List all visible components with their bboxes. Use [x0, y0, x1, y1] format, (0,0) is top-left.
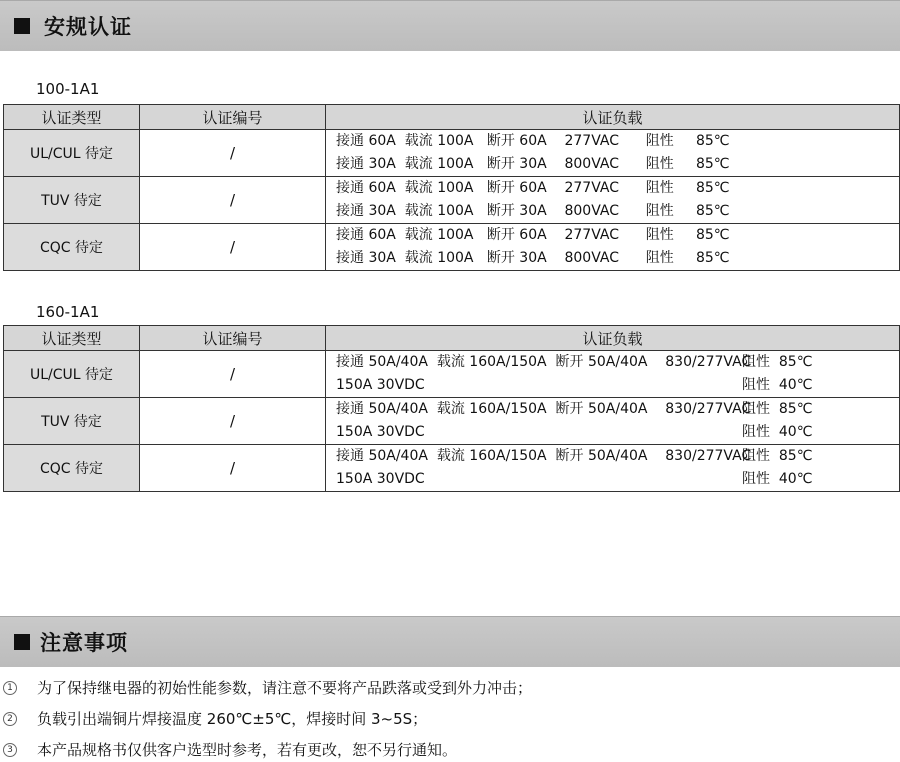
certification-table-160-1A1	[3, 325, 900, 492]
load-line	[336, 421, 899, 444]
load-line-text: 接通 30A 载流 100A 断开 30A 800VAC 阻性 85℃	[336, 203, 730, 219]
note-text: 为了保持继电器的初始性能参数，请注意不要将产品跌落或受到外力冲击；	[37, 679, 533, 697]
load-line-text: 接通 50A/40A 载流 160A/150A 断开 50A/40A 830/277VAC	[336, 354, 752, 370]
table-row	[4, 398, 900, 445]
load-line-rating: 阻性 85℃	[742, 401, 813, 417]
cert-type: TUV 待定	[4, 177, 140, 224]
note-text: 本产品规格书仅供客户选型时参考，若有更改，恕不另行通知。	[37, 741, 458, 759]
cert-number: /	[140, 130, 326, 177]
note-text: 负载引出端铜片焊接温度 260℃±5℃，焊接时间 3~5S；	[37, 710, 428, 728]
cert-load	[326, 177, 900, 224]
cert-load	[326, 445, 900, 492]
cert-number: /	[140, 351, 326, 398]
header-cert-type: 认证类型	[4, 326, 140, 351]
load-line	[336, 247, 899, 270]
cert-type: TUV 待定	[4, 398, 140, 445]
cert-type: UL/CUL 待定	[4, 130, 140, 177]
cert-type: UL/CUL 待定	[4, 351, 140, 398]
table-row	[4, 224, 900, 271]
header-cert-number: 认证编号	[140, 105, 326, 130]
cert-type: CQC 待定	[4, 445, 140, 492]
load-line	[336, 468, 899, 491]
cert-load	[326, 351, 900, 398]
circled-number: 1	[3, 681, 17, 695]
load-line-rating: 阻性 40℃	[742, 471, 813, 487]
load-line-text: 接通 60A 载流 100A 断开 60A 277VAC 阻性 85℃	[336, 227, 730, 243]
load-line-rating: 阻性 40℃	[742, 377, 813, 393]
list-item	[0, 676, 900, 707]
header-cert-load: 认证负载	[326, 105, 900, 130]
square-bullet-icon	[14, 634, 30, 650]
load-line-text: 接通 60A 载流 100A 断开 60A 277VAC 阻性 85℃	[336, 180, 730, 196]
load-line-text: 接通 60A 载流 100A 断开 60A 277VAC 阻性 85℃	[336, 133, 730, 149]
list-item	[0, 738, 900, 762]
cert-type: CQC 待定	[4, 224, 140, 271]
load-line-text: 接通 30A 载流 100A 断开 30A 800VAC 阻性 85℃	[336, 156, 730, 172]
model-label: 160-1A1	[36, 303, 100, 321]
section-title: 安规认证	[44, 15, 132, 39]
header-cert-number: 认证编号	[140, 326, 326, 351]
load-line-text: 150A 30VDC	[336, 377, 425, 393]
load-line-rating: 阻性 85℃	[742, 448, 813, 464]
cert-number: /	[140, 445, 326, 492]
section-header-safety-certification	[0, 0, 900, 51]
load-line	[336, 200, 899, 223]
load-line-text: 150A 30VDC	[336, 424, 425, 440]
cert-number: /	[140, 224, 326, 271]
cert-number: /	[140, 177, 326, 224]
model-label: 100-1A1	[36, 80, 100, 98]
load-line-rating: 阻性 85℃	[742, 354, 813, 370]
load-line-text: 接通 30A 载流 100A 断开 30A 800VAC 阻性 85℃	[336, 250, 730, 266]
circled-number: 2	[3, 712, 17, 726]
section-title: 注意事项	[40, 631, 128, 655]
load-line	[336, 224, 899, 247]
cert-load	[326, 398, 900, 445]
load-line-text: 接通 50A/40A 载流 160A/150A 断开 50A/40A 830/277VAC	[336, 401, 752, 417]
cert-load	[326, 224, 900, 271]
load-line-rating: 阻性 40℃	[742, 424, 813, 440]
load-line	[336, 130, 899, 153]
table-header-row	[4, 326, 900, 351]
load-line	[336, 351, 899, 374]
load-line	[336, 398, 899, 421]
load-line	[336, 153, 899, 176]
load-line-text: 接通 50A/40A 载流 160A/150A 断开 50A/40A 830/277VAC	[336, 448, 752, 464]
table-row	[4, 130, 900, 177]
notes-list	[0, 676, 900, 762]
square-bullet-icon	[14, 18, 30, 34]
load-line-text: 150A 30VDC	[336, 471, 425, 487]
cert-load	[326, 130, 900, 177]
table-row	[4, 445, 900, 492]
table-header-row	[4, 105, 900, 130]
header-cert-type: 认证类型	[4, 105, 140, 130]
table-row	[4, 351, 900, 398]
load-line	[336, 177, 899, 200]
list-item	[0, 707, 900, 738]
circled-number: 3	[3, 743, 17, 757]
certification-table-100-1A1	[3, 104, 900, 271]
load-line	[336, 445, 899, 468]
load-line	[336, 374, 899, 397]
cert-number: /	[140, 398, 326, 445]
header-cert-load: 认证负载	[326, 326, 900, 351]
section-header-precautions	[0, 616, 900, 667]
table-row	[4, 177, 900, 224]
